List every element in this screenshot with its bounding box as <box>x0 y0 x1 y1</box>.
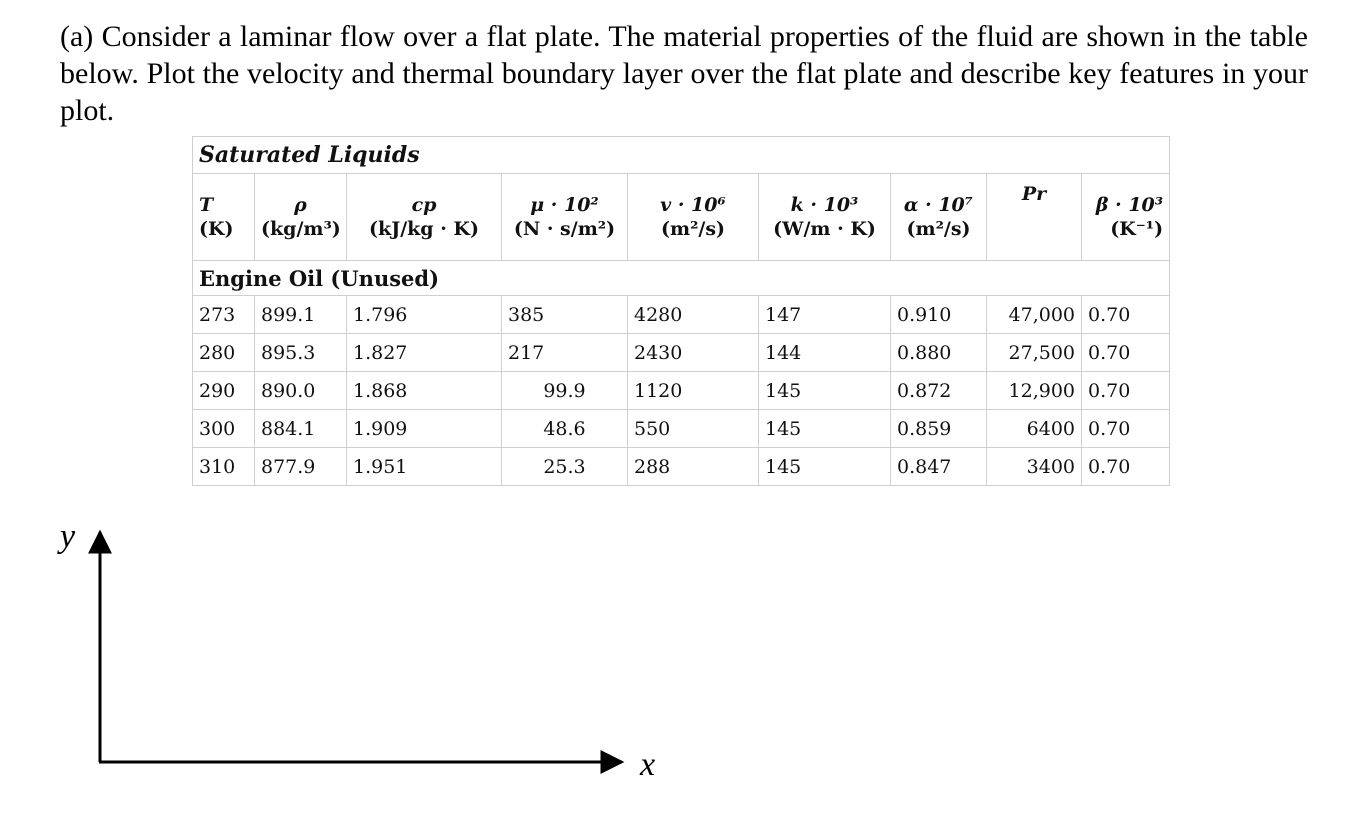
header-unit: (kg/m³) <box>261 218 341 240</box>
table-cell: 145 <box>759 372 891 410</box>
table-cell: 147 <box>759 296 891 334</box>
table-cell: 99.9 <box>502 372 628 410</box>
table-cell: 288 <box>628 448 759 486</box>
table-cell: 0.859 <box>891 410 987 448</box>
table-cell: 300 <box>193 410 255 448</box>
table-cell: 0.872 <box>891 372 987 410</box>
table-cell: 0.70 <box>1082 296 1170 334</box>
y-axis-label: y <box>60 518 76 555</box>
table-cell: 4280 <box>628 296 759 334</box>
table-cell: 290 <box>193 372 255 410</box>
table-cell: 1.909 <box>347 410 502 448</box>
table-cell: 0.880 <box>891 334 987 372</box>
table-cell: 144 <box>759 334 891 372</box>
header-symbol: α · 10⁷ <box>903 194 974 216</box>
table-cell: 273 <box>193 296 255 334</box>
table-cell: 280 <box>193 334 255 372</box>
header-symbol: ρ <box>294 194 307 216</box>
header-symbol: β · 10³ <box>1095 194 1164 216</box>
header-symbol: μ · 10² <box>530 194 599 216</box>
question-text: (a) Consider a laminar flow over a flat plate. The material properties of the fluid are shown in the table below. Plot the velocity and thermal boundary layer over the flat plate and describe key features in your plot. <box>60 20 1308 127</box>
table-caption: Saturated Liquids <box>193 137 1170 174</box>
x-axis-label: x <box>640 746 656 783</box>
header-symbol: cp <box>411 194 437 216</box>
table-cell: 884.1 <box>255 410 347 448</box>
table-cell: 877.9 <box>255 448 347 486</box>
table-cell: 0.70 <box>1082 334 1170 372</box>
table-cell: 6400 <box>987 410 1082 448</box>
table-cell: 2430 <box>628 334 759 372</box>
table-cell: 890.0 <box>255 372 347 410</box>
table-cell: 217 <box>502 334 628 372</box>
table-cell: 0.847 <box>891 448 987 486</box>
header-unit: (m²/s) <box>906 218 971 240</box>
table-cell: 1.796 <box>347 296 502 334</box>
table-cell: 3400 <box>987 448 1082 486</box>
table-cell: 0.910 <box>891 296 987 334</box>
table-cell: 1120 <box>628 372 759 410</box>
table-cell: 385 <box>502 296 628 334</box>
table-cell: 25.3 <box>502 448 628 486</box>
table-cell: 1.827 <box>347 334 502 372</box>
header-unit: (K) <box>199 218 234 240</box>
group-label: Engine Oil (Unused) <box>193 261 1170 296</box>
table-cell: 145 <box>759 448 891 486</box>
table-cell: 48.6 <box>502 410 628 448</box>
header-symbol: k · 10³ <box>790 194 859 216</box>
table-cell: 1.951 <box>347 448 502 486</box>
table-cell: 0.70 <box>1082 448 1170 486</box>
table-cell: 27,500 <box>987 334 1082 372</box>
header-symbol: Pr <box>1021 183 1047 205</box>
table-cell: 550 <box>628 410 759 448</box>
header-unit: (N · s/m²) <box>513 218 616 240</box>
table-cell: 0.70 <box>1082 410 1170 448</box>
table-cell: 145 <box>759 410 891 448</box>
table-cell: 12,900 <box>987 372 1082 410</box>
table-cell: 899.1 <box>255 296 347 334</box>
table-cell: 47,000 <box>987 296 1082 334</box>
header-unit: (W/m · K) <box>773 218 876 240</box>
header-unit: (kJ/kg · K) <box>369 218 479 240</box>
header-symbol: T <box>199 194 214 216</box>
header-unit: (m²/s) <box>660 218 726 240</box>
header-symbol: v · 10⁶ <box>660 194 726 216</box>
header-unit: (K⁻¹) <box>1110 218 1164 240</box>
table-cell: 895.3 <box>255 334 347 372</box>
table-cell: 0.70 <box>1082 372 1170 410</box>
table-cell: 1.868 <box>347 372 502 410</box>
table-cell: 310 <box>193 448 255 486</box>
